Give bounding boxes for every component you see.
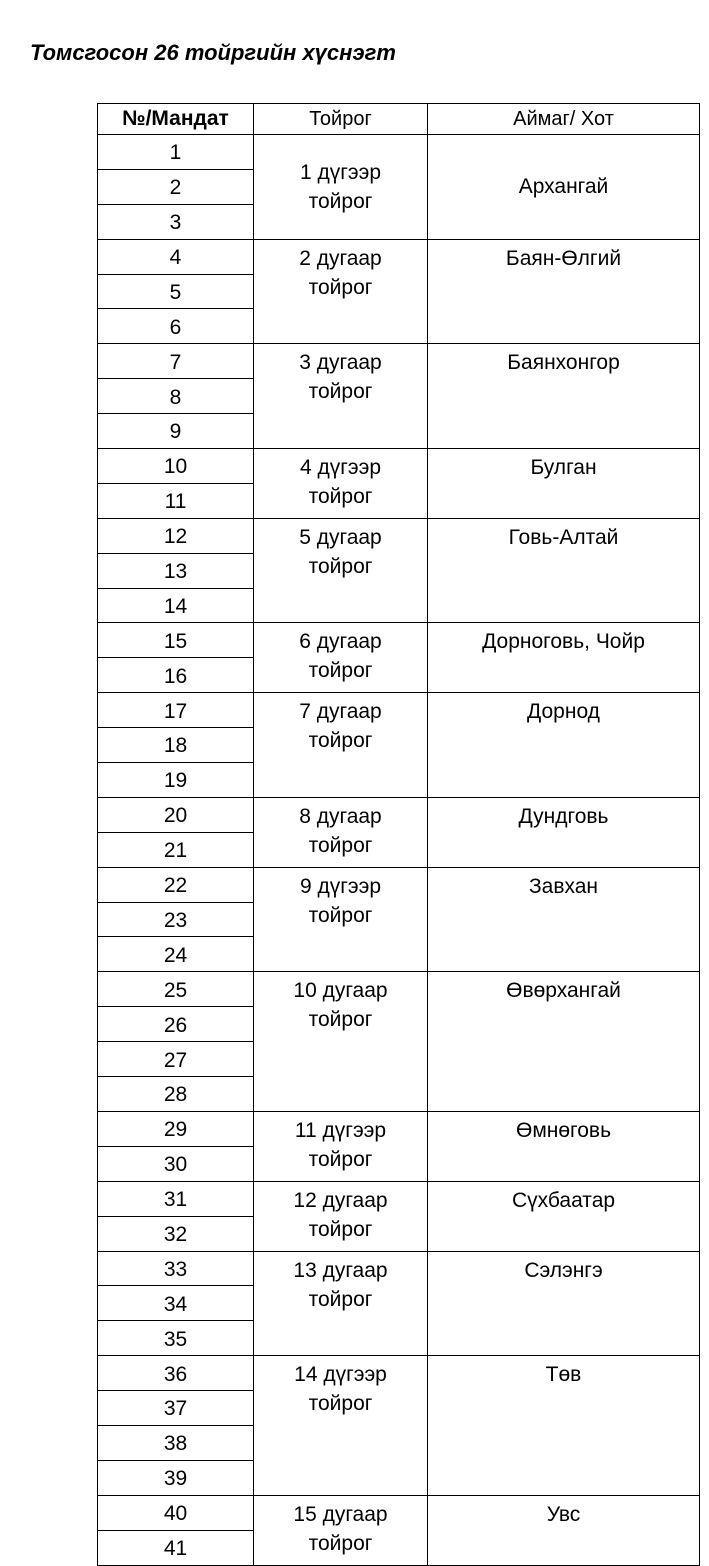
district-cell [254,1111,428,1181]
mandate-number: 20 [98,797,254,832]
district-word: тойрог [308,833,373,857]
table-row [98,239,700,274]
province-cell: Говь-Алтай [428,518,700,623]
district-cell [254,1251,428,1356]
mandate-number: 37 [98,1391,254,1426]
province-cell: Дорнод [428,693,700,798]
district-cell [254,239,428,344]
district-word: тойрог [308,1392,373,1416]
district-cell [254,623,428,693]
district-word: тойрог [308,1008,373,1032]
district-word: тойрог [308,1147,373,1171]
mandate-number: 17 [98,693,254,728]
district-word: тойрог [308,1217,373,1241]
mandate-number: 5 [98,274,254,309]
district-number: 9 дүгээр [299,874,382,898]
district-word: тойрог [308,380,373,404]
mandate-number: 34 [98,1286,254,1321]
district-number: 7 дугаар [299,700,382,724]
district-number: 12 дугаар [293,1188,388,1212]
mandate-number: 1 [98,135,254,170]
province-cell: Сүхбаатар [428,1181,700,1251]
table-row [98,972,700,1007]
mandate-number: 7 [98,344,254,379]
district-cell [254,449,428,519]
province-cell: Сэлэнгэ [428,1251,700,1356]
district-number: 11 дүгээр [294,1118,387,1142]
mandate-number: 31 [98,1181,254,1216]
page-title: Томсгосон 26 тойргийн хүснэгт [30,40,396,65]
table-row [98,867,700,902]
mandate-number: 26 [98,1007,254,1042]
mandate-number: 29 [98,1111,254,1146]
district-number: 8 дугаар [299,804,382,828]
district-cell [254,1495,428,1565]
district-word: тойрог [308,189,373,213]
province-cell: Баян-Өлгий [428,239,700,344]
district-word: тойрог [308,903,373,927]
table-body [98,135,700,1566]
mandate-number: 14 [98,588,254,623]
district-number: 5 дугаар [299,525,382,549]
mandate-number: 13 [98,553,254,588]
mandate-number: 8 [98,379,254,414]
district-word: тойрог [308,1287,373,1311]
province-cell: Төв [428,1356,700,1496]
mandate-number: 23 [98,902,254,937]
table-row [98,1495,700,1530]
district-cell [254,867,428,972]
district-cell [254,518,428,623]
mandate-number: 27 [98,1042,254,1077]
province-cell: Завхан [428,867,700,972]
district-number: 6 дугаар [299,630,382,654]
province-cell: Баянхонгор [428,344,700,449]
province-cell: Өмнөговь [428,1111,700,1181]
mandate-number: 4 [98,239,254,274]
district-number: 1 дүгээр [299,160,382,184]
mandate-number: 9 [98,414,254,449]
province-cell: Өвөрхангай [428,972,700,1112]
mandate-number: 35 [98,1321,254,1356]
mandate-number: 24 [98,937,254,972]
district-number: 3 дугаар [299,351,382,375]
table-row [98,797,700,832]
table-row [98,135,700,170]
mandate-number: 39 [98,1460,254,1495]
district-number: 10 дугаар [293,979,388,1003]
mandate-number: 40 [98,1495,254,1530]
district-word: тойрог [308,1531,373,1555]
table-row [98,623,700,658]
mandate-number: 33 [98,1251,254,1286]
district-number: 15 дугаар [293,1502,388,1526]
district-cell [254,135,428,240]
table-row [98,1251,700,1286]
header-province: Аймаг/ Хот [428,104,700,135]
district-cell [254,972,428,1112]
mandate-number: 12 [98,518,254,553]
province-cell: Увс [428,1495,700,1565]
district-number: 4 дүгээр [299,456,382,480]
district-number: 14 дүгээр [294,1363,387,1387]
mandate-number: 10 [98,449,254,484]
province-cell: Дорноговь, Чойр [428,623,700,693]
table-row [98,449,700,484]
table-row [98,1356,700,1391]
district-word: тойрог [308,659,373,683]
province-cell: Дундговь [428,797,700,867]
mandate-number: 36 [98,1356,254,1391]
table-header-row [98,104,700,135]
mandate-number: 19 [98,763,254,798]
mandate-number: 30 [98,1146,254,1181]
mandate-number: 28 [98,1077,254,1112]
province-cell: Булган [428,449,700,519]
mandate-number: 25 [98,972,254,1007]
mandate-number: 22 [98,867,254,902]
header-mandate: №/Мандат [98,104,254,135]
district-cell [254,797,428,867]
table-row [98,1111,700,1146]
mandate-number: 41 [98,1530,254,1565]
district-word: тойрог [308,554,373,578]
district-number: 13 дугаар [293,1258,388,1282]
district-cell [254,1181,428,1251]
mandate-number: 16 [98,658,254,693]
mandate-number: 6 [98,309,254,344]
district-table [97,103,700,1566]
district-cell [254,693,428,798]
table-row [98,1181,700,1216]
mandate-number: 2 [98,169,254,204]
mandate-number: 21 [98,832,254,867]
mandate-number: 18 [98,728,254,763]
district-number: 2 дугаар [299,246,382,270]
table-row [98,693,700,728]
province-cell: Архангай [428,135,700,240]
district-word: тойрог [308,485,373,509]
mandate-number: 11 [98,483,254,518]
mandate-number: 32 [98,1216,254,1251]
mandate-number: 38 [98,1425,254,1460]
table-row [98,518,700,553]
district-cell [254,344,428,449]
mandate-number: 3 [98,204,254,239]
header-district: Тойрог [254,104,428,135]
mandate-number: 15 [98,623,254,658]
table-row [98,344,700,379]
district-cell [254,1356,428,1496]
district-word: тойрог [308,729,373,753]
district-word: тойрог [308,275,373,299]
